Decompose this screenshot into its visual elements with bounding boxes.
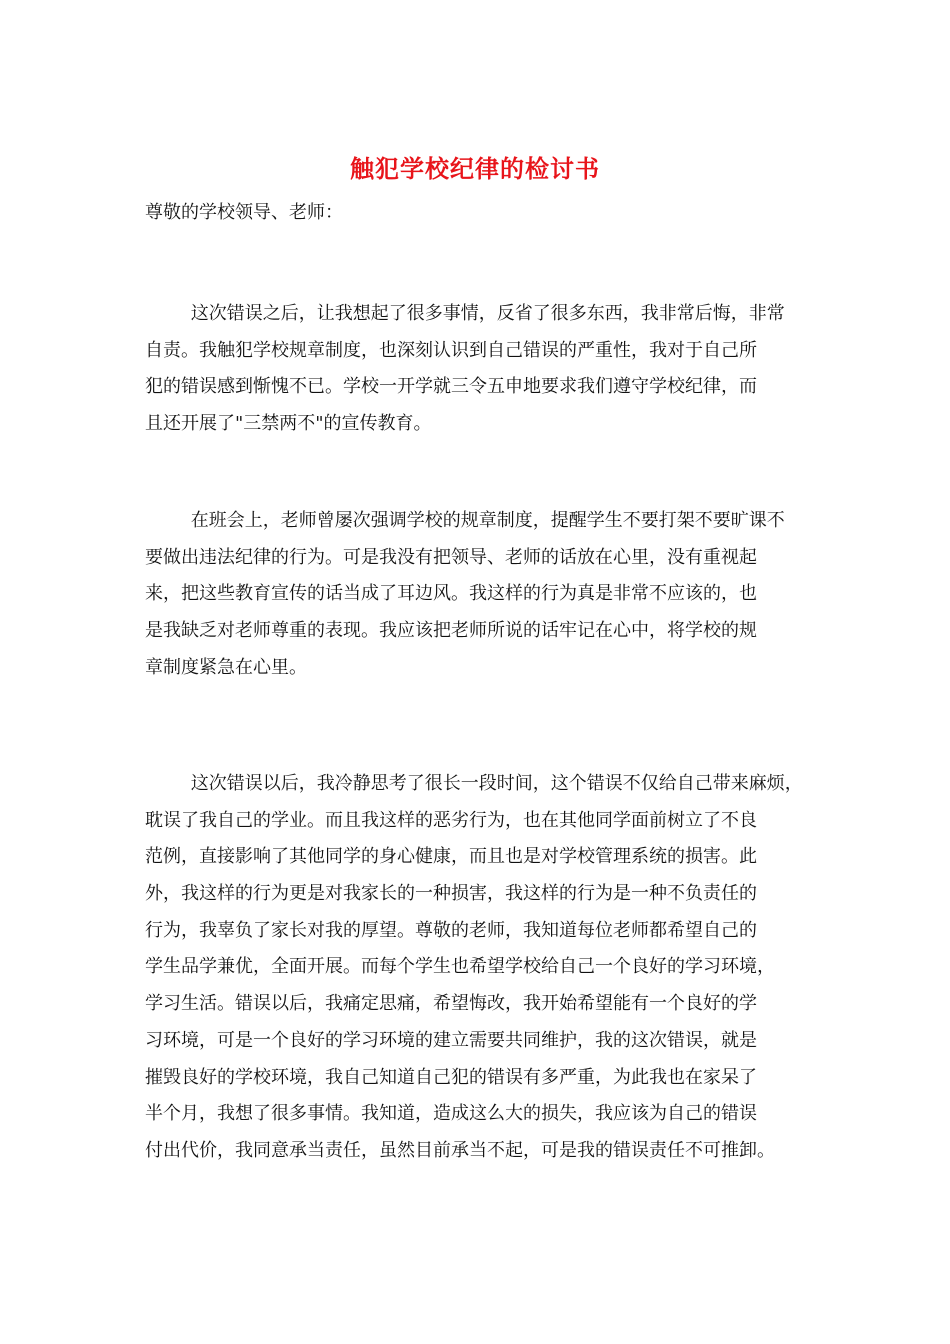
paragraph-1 (145, 296, 785, 443)
salutation: 尊敬的学校领导、老师： (145, 202, 343, 223)
paragraph-line: 付出代价，我同意承当责任，虽然目前承当不起，可是我的错误责任不可推卸。 (145, 1139, 775, 1161)
paragraph-line: 摧毁良好的学校环境，我自己知道自己犯的错误有多严重，为此我也在家呆了 (145, 1066, 757, 1088)
document-title: 触犯学校纪律的检讨书 (350, 154, 600, 183)
paragraph-line: 行为，我辜负了家长对我的厚望。尊敬的老师，我知道每位老师都希望自己的 (145, 919, 757, 941)
paragraph-line: 习环境，可是一个良好的学习环境的建立需要共同维护，我的这次错误，就是 (145, 1029, 757, 1051)
paragraph-line: 犯的错误感到惭愧不已。学校一开学就三令五申地要求我们遵守学校纪律，而 (145, 376, 757, 398)
paragraph-line: 外，我这样的行为更是对我家长的一种损害，我这样的行为是一种不负责任的 (145, 883, 757, 905)
paragraph-line: 且还开展了"三禁两不"的宣传教育。 (145, 413, 432, 435)
paragraph-line: 这次错误以后，我冷静思考了很长一段时间，这个错误不仅给自己带来麻烦， (145, 773, 803, 794)
paragraph-line: 学习生活。错误以后，我痛定思痛，希望悔改，我开始希望能有一个良好的学 (145, 993, 757, 1015)
paragraph-line: 章制度紧急在心里。 (145, 656, 307, 678)
paragraph-line: 是我缺乏对老师尊重的表现。我应该把老师所说的话牢记在心中，将学校的规 (145, 620, 757, 642)
paragraph-line: 自责。我触犯学校规章制度，也深刻认识到自己错误的严重性，我对于自己所 (145, 339, 757, 361)
paragraph-line: 要做出违法纪律的行为。可是我没有把领导、老师的话放在心里，没有重视起 (145, 546, 757, 568)
paragraph-line: 范例，直接影响了其他同学的身心健康，而且也是对学校管理系统的损害。此 (145, 846, 757, 868)
paragraph-line: 这次错误之后，让我想起了很多事情，反省了很多东西，我非常后悔，非常 (145, 303, 785, 324)
paragraph-line: 学生品学兼优，全面开展。而每个学生也希望学校给自己一个良好的学习环境， (145, 956, 775, 978)
paragraph-line: 在班会上，老师曾屡次强调学校的规章制度，提醒学生不要打架不要旷课不 (145, 510, 785, 531)
paragraph-line: 耽误了我自己的学业。而且我这样的恶劣行为，也在其他同学面前树立了不良 (145, 809, 757, 831)
paragraph-line: 来，把这些教育宣传的话当成了耳边风。我这样的行为真是非常不应该的，也 (145, 583, 757, 605)
paragraph-3 (145, 766, 803, 1170)
paragraph-line: 半个月，我想了很多事情。我知道，造成这么大的损失，我应该为自己的错误 (145, 1103, 757, 1125)
paragraph-2 (145, 503, 785, 686)
